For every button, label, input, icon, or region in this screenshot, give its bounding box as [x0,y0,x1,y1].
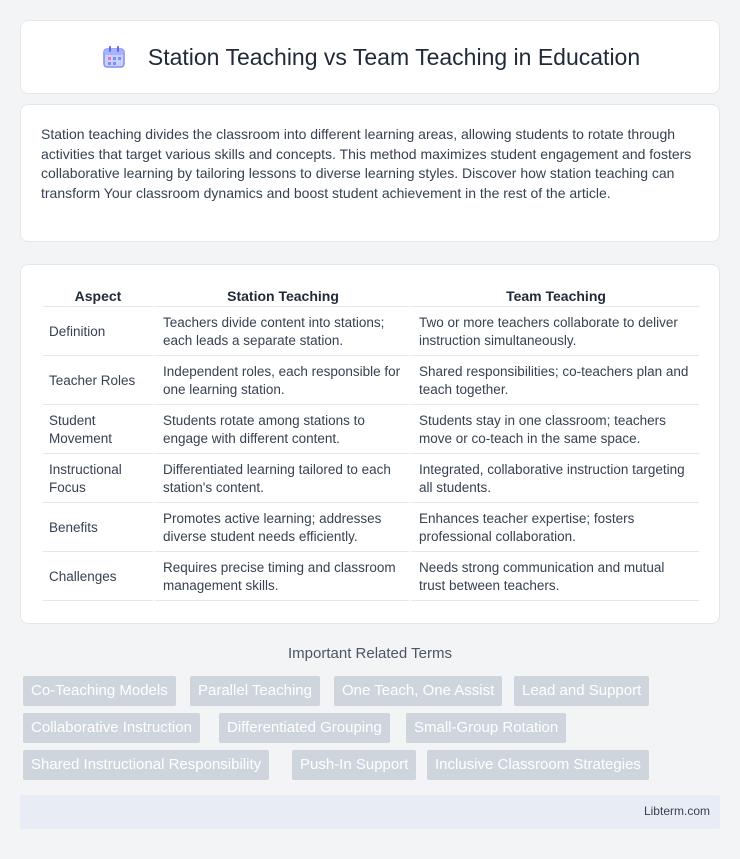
title-card [20,20,720,94]
tag-differentiated-grouping[interactable]: Differentiated Grouping [219,713,390,743]
tag-lead-and-support[interactable]: Lead and Support [514,676,649,706]
row-station-teaching: Promotes active learning; addresses diverse student needs efficiently. [153,503,409,552]
row-station-teaching: Requires precise timing and classroom management skills. [153,552,409,601]
row-aspect: Definition [43,307,153,356]
row-team-teaching: Integrated, collaborative instruction targeting all students. [409,454,699,503]
header-team-teaching: Team Teaching [409,287,699,307]
tag-one-teach-one-assist[interactable]: One Teach, One Assist [334,676,502,706]
row-team-teaching: Enhances teacher expertise; fosters professional collaboration. [409,503,699,552]
row-station-teaching: Students rotate among stations to engage with different content. [153,405,409,454]
tag-shared-instructional-responsibility[interactable]: Shared Instructional Responsibility [23,750,269,780]
tag-small-group-rotation[interactable]: Small-Group Rotation [406,713,566,743]
related-terms-title: Important Related Terms [288,645,452,662]
intro-text: Station teaching divides the classroom into different learning areas, allowing students to rotate through activities that target various skills and concepts. This method maximizes student engagement and fosters collaborative learning by tailoring lessons to diverse learning styles. Discover how station teaching can transform Your classroom dynamics and boost student achievement in the rest of the article. [41,126,692,201]
footer-site-link[interactable]: Libterm.com [643,804,710,818]
row-aspect: Challenges [43,552,153,601]
comparison-table [43,287,699,601]
row-aspect: Instructional Focus [43,454,153,503]
table-row [43,307,699,356]
header-station-teaching: Station Teaching [153,287,409,307]
calendar-icon [100,43,128,71]
table-row [43,356,699,405]
row-team-teaching: Needs strong communication and mutual trust between teachers. [409,552,699,601]
row-station-teaching: Differentiated learning tailored to each station's content. [153,454,409,503]
row-team-teaching: Two or more teachers collaborate to deliver instruction simultaneously. [409,307,699,356]
tag-co-teaching-models[interactable]: Co-Teaching Models [23,676,176,706]
comparison-table-card [20,264,720,624]
tag-parallel-teaching[interactable]: Parallel Teaching [190,676,320,706]
row-team-teaching: Students stay in one classroom; teachers move or co-teach in the same space. [409,405,699,454]
page-title: Station Teaching vs Team Teaching in Education [147,43,641,70]
tag-inclusive-classroom-strategies[interactable]: Inclusive Classroom Strategies [427,750,649,780]
table-header-row [43,287,699,307]
row-team-teaching: Shared responsibilities; co-teachers plan and teach together. [409,356,699,405]
table-row [43,552,699,601]
footer [20,795,720,829]
row-aspect: Benefits [43,503,153,552]
tag-push-in-support[interactable]: Push-In Support [292,750,416,780]
intro-card [20,104,720,242]
header-aspect: Aspect [43,287,153,307]
row-aspect: Student Movement [43,405,153,454]
table-row [43,503,699,552]
row-station-teaching: Independent roles, each responsible for one learning station. [153,356,409,405]
table-row [43,405,699,454]
row-aspect: Teacher Roles [43,356,153,405]
table-row [43,454,699,503]
row-station-teaching: Teachers divide content into stations; each leads a separate station. [153,307,409,356]
tag-collaborative-instruction[interactable]: Collaborative Instruction [23,713,200,743]
